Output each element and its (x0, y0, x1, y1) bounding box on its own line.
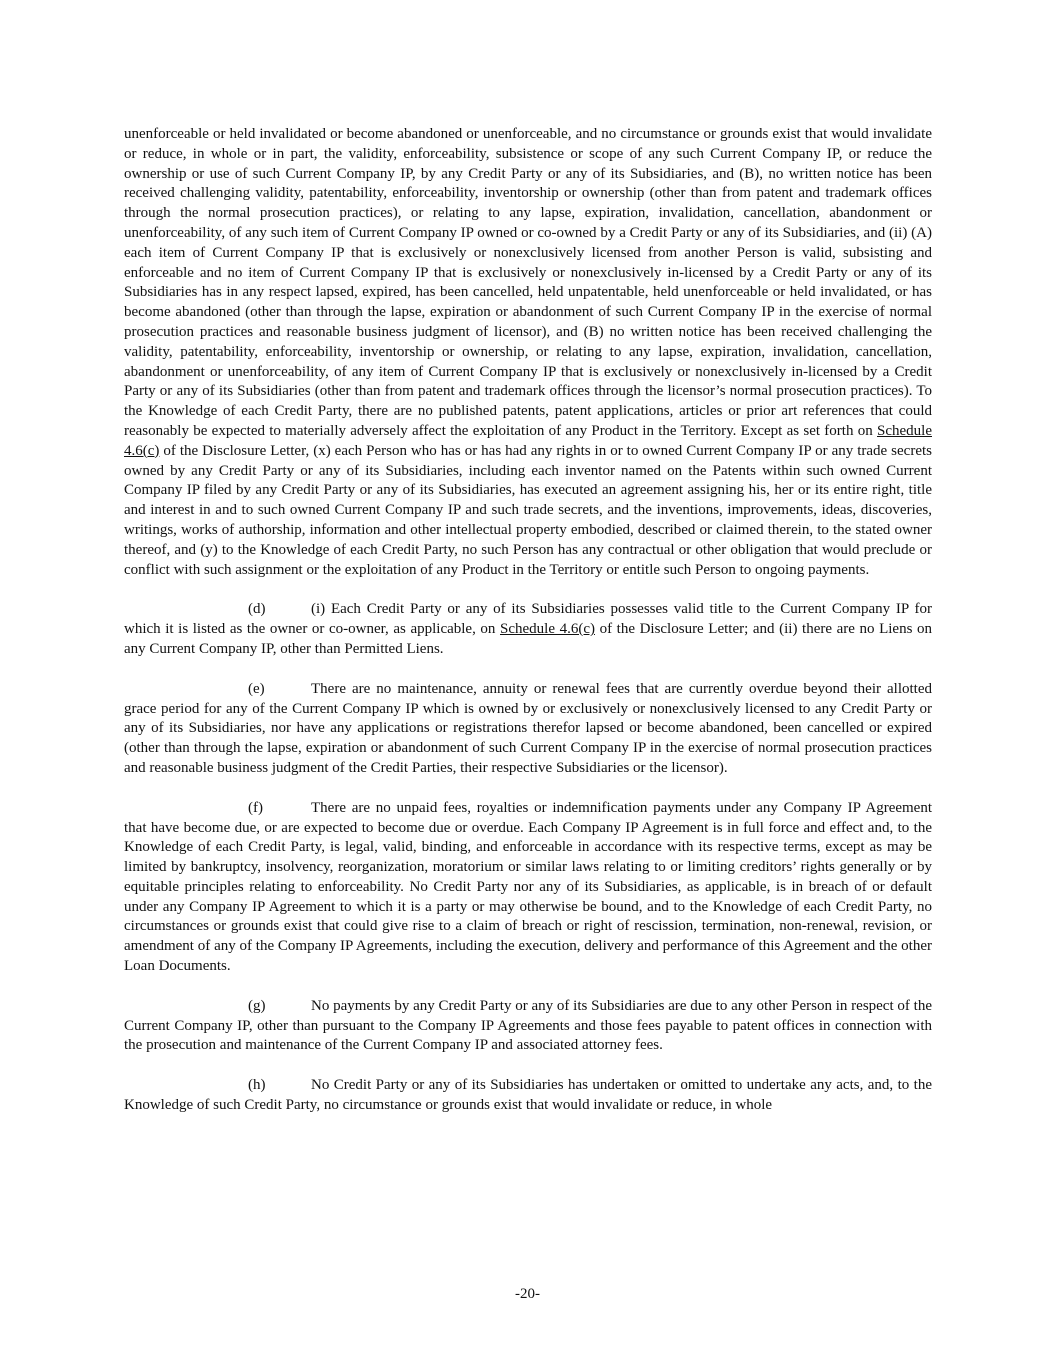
paragraph-e (124, 680, 932, 779)
text-run: There are no maintenance, annuity or renewal fees that are currently overdue beyond their allotted grace period for any of the Current Company IP which is owned by or exclusively or nonexclusively licensed to any Credit Party or any of its Subsidiaries, nor have any applications or registrations therefor lapsed or become abandoned, been cancelled or expired (other than through the lapse, expiration or abandonment of such Current Company IP in the exercise of normal prosecution practices and reasonable business judgment of the Credit Parties, their respective Subsidiaries or the licensor). (124, 680, 932, 776)
paragraph-h (124, 1076, 932, 1116)
text-run: unenforceable or held invalidated or become abandoned or unenforceable, and no circumstance or grounds exist that would invalidate or reduce, in whole or in part, the validity, enforceability, subsistence or scope of any such Current Company IP, or reduce the ownership or use of such Current Company IP, by any Credit Party or any of its Subsidiaries, and (B), no written notice has been received challenging validity, patentability, enforceability, inventorship or ownership (other than from patent and trademark offices through the normal prosecution practices), or relating to any lapse, expiration, invalidation, cancellation, abandonment or unenforceability, of any such item of Current Company IP owned or co-owned by a Credit Party or any of its Subsidiaries, and (ii) (A) each item of Current Company IP that is exclusively or nonexclusively licensed from another Person is valid, subsisting and enforceable and no item of Current Company IP that is exclusively or nonexclusively in-licensed by a Credit Party or any of its Subsidiaries has in any respect lapsed, expired, has been cancelled, held unpatentable, held unenforceable or held invalidated, or has become abandoned (other than through the lapse, expiration or abandonment of such Current Company IP in the exercise of normal prosecution practices and reasonable business judgment of licensor), and (B) no written notice has been received challenging the validity, patentability, enforceability, inventorship or ownership, or relating to any lapse, expiration, invalidation, cancellation, abandonment or unenforceability, of any item of Current Company IP that is exclusively or nonexclusively in-licensed by a Credit Party or any of its Subsidiaries (other than from patent and trademark offices through the licensor’s normal prosecution practices). To the Knowledge of each Credit Party, there are no published patents, patent applications, articles or prior art references that could reasonably be expected to materially adversely affect the exploitation of any Product in the Territory. Except as set forth on (124, 126, 932, 439)
paragraph-label: (g) (248, 997, 266, 1014)
text-run: No payments by any Credit Party or any of its Subsidiaries are due to any other Person in respect of the Current Company IP, other than pursuant to the Company IP Agreements and those fees payable to patent offices in connection with the prosecution and maintenance of the Current Company IP and associated attorney fees. (124, 997, 932, 1054)
text-run: of the Disclosure Letter; and (ii) there are no Liens on any Current Company IP, other than Permitted Liens. (124, 621, 932, 657)
paragraph-label: (f) (248, 799, 263, 816)
paragraph-label: (e) (248, 680, 265, 697)
schedule-reference: Schedule 4.6(c) (124, 422, 932, 459)
text-run: No Credit Party or any of its Subsidiaries has undertaken or omitted to undertake any acts, and, to the Knowledge of such Credit Party, no circumstance or grounds exist that would invalidate or reduce, in whole (124, 1077, 932, 1114)
paragraph-d (124, 600, 932, 659)
text-run: There are no unpaid fees, royalties or indemnification payments under any Company IP Agreement that have become due, or are expected to become due or overdue. Each Company IP Agreement is in full force and effect and, to the Knowledge of each Credit Party, is legal, valid, binding, and enforceable in accordance with its respective terms, except as may be limited by bankruptcy, insolvency, reorganization, moratorium or similar laws relating to or limiting creditors’ rights generally or by equitable principles relating to enforceability. No Credit Party nor any of its Subsidiaries, as applicable, is in breach of or default under any Company IP Agreement to which it is a party or may otherwise be bound, and to the Knowledge of each Credit Party, no circumstances or grounds exist that could give rise to a claim of breach or right of rescission, termination, non-renewal, revision, or amendment of any of the Company IP Agreements, including the execution, delivery and performance of this Agreement and the other Loan Documents. (124, 799, 932, 975)
paragraph-label: (h) (248, 1077, 266, 1094)
schedule-reference: Schedule 4.6(c) (500, 621, 595, 638)
page-number: -20- (515, 1286, 540, 1302)
text-run: (i) Each Credit Party or any of its Subsidiaries possesses valid title to the Current Company IP for which it is listed as the owner or co-owner, as applicable, on (124, 601, 932, 638)
document-page (124, 125, 932, 1116)
paragraph-continuation (124, 125, 932, 580)
paragraph-f (124, 799, 932, 977)
paragraph-g (124, 997, 932, 1056)
text-run: of the Disclosure Letter, (x) each Person who has or has had any rights in or to owned Current Company IP or any trade secrets owned by any Credit Party or any of its Subsidiaries, including each inventor named on the Patents within such owned Current Company IP filed by any Credit Party or any of its Subsidiaries, has executed an agreement assigning his, her or its entire right, title and interest in and to such owned Current Company IP and such trade secrets, and the inventions, improvements, ideas, discoveries, writings, works of authorship, information and other intellectual property embodied, described or claimed therein, to the stated owner thereof, and (y) to the Knowledge of each Credit Party, no such Person has any contractual or other obligation that would preclude or conflict with such assignment or the exploitation of any Product in the Territory or entitle such Person to ongoing payments. (124, 442, 932, 578)
paragraph-label: (d) (248, 601, 266, 618)
